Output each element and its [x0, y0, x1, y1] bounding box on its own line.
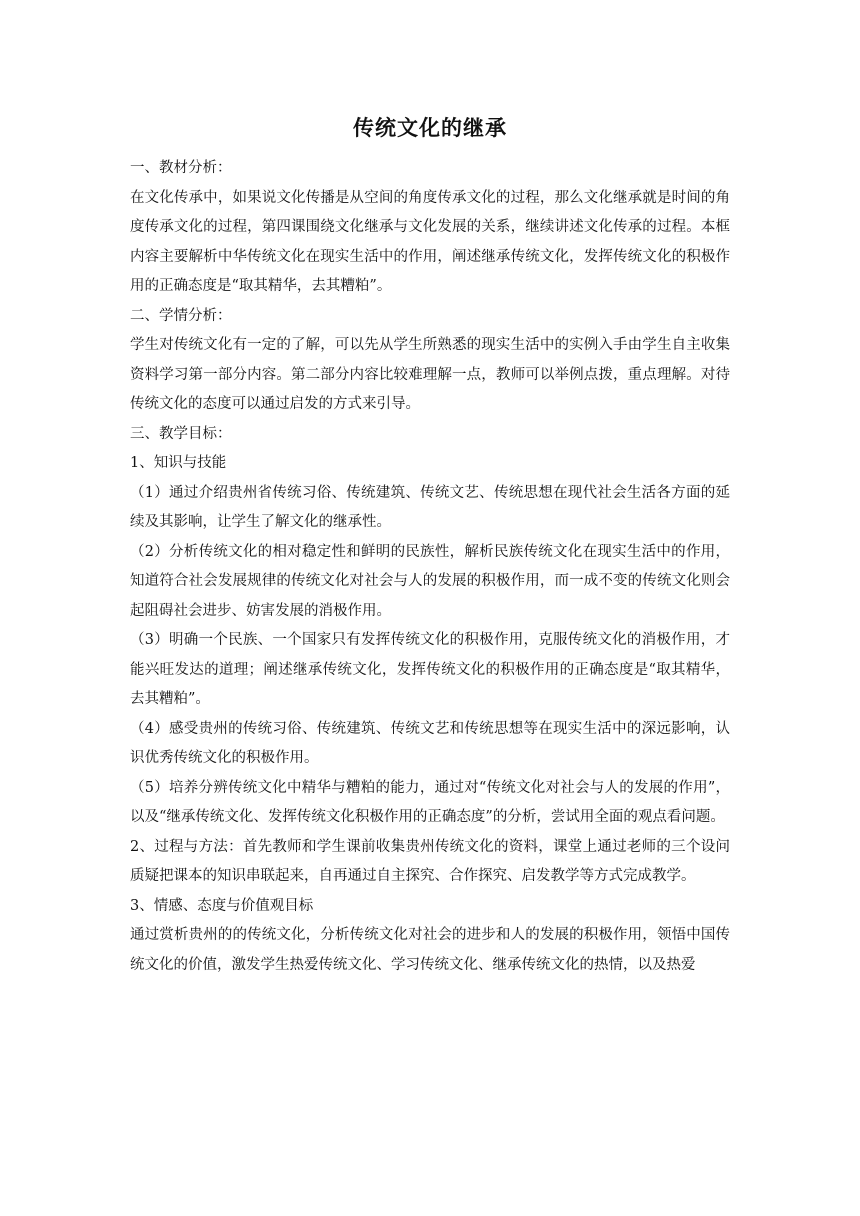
paragraph-textbook-analysis: 在文化传承中，如果说文化传播是从空间的角度传承文化的过程，那么文化继承就是时间的角度传承文化的过程，第四课围绕文化继承与文化发展的关系，继续讲述文化传承的过程。本框内容主要解析中华传统文化在现实生活中的作用，阐述继承传统文化，发挥传统文化的积极作用的正确态度是“取其精华，去其糟粕”。: [130, 189, 730, 294]
subheading-emotion-values: 3、情感、态度与价值观目标: [130, 897, 314, 914]
section-heading-teaching-goals: 三、教学目标：: [130, 425, 232, 442]
list-item-goal-5: （5）培养分辨传统文化中精华与糟粕的能力，通过对“传统文化对社会与人的发展的作用”，以及“继承传统文化、发挥传统文化积极作用的正确态度”的分析，尝试用全面的观点看问题。: [130, 779, 730, 825]
document-body: [130, 108, 730, 980]
section-heading-student-analysis: 二、学情分析：: [130, 307, 232, 324]
list-item-goal-2: （2）分析传统文化的相对稳定性和鲜明的民族性，解析民族传统文化在现实生活中的作用，知道符合社会发展规律的传统文化对社会与人的发展的积极作用，而一成不变的传统文化则会起阻碍社会进步、妨害发展的消极作用。: [130, 543, 730, 619]
subheading-knowledge-skills: 1、知识与技能: [130, 455, 227, 471]
list-item-goal-4: （4）感受贵州的传统习俗、传统建筑、传统文艺和传统思想等在现实生活中的深远影响，认识优秀传统文化的积极作用。: [130, 720, 730, 766]
paragraph-emotion-values: 通过赏析贵州的的传统文化，分析传统文化对社会的进步和人的发展的积极作用，领悟中国传统文化的价值，激发学生热爱传统文化、学习传统文化、继承传统文化的热情，以及热爱: [130, 927, 730, 973]
paragraph-process-methods: 2、过程与方法：首先教师和学生课前收集贵州传统文化的资料，课堂上通过老师的三个设问质疑把课本的知识串联起来，自再通过自主探究、合作探究、启发教学等方式完成教学。: [130, 838, 730, 884]
paragraph-student-analysis: 学生对传统文化有一定的了解，可以先从学生所熟悉的现实生活中的实例入手由学生自主收集资料学习第一部分内容。第二部分内容比较难理解一点，教师可以举例点拨，重点理解。对待传统文化的态度可以通过启发的方式来引导。: [130, 337, 730, 412]
section-heading-textbook-analysis: 一、教材分析：: [130, 160, 232, 176]
document-title: 传统文化的继承: [353, 116, 507, 140]
list-item-goal-3: （3）明确一个民族、一个国家只有发挥传统文化的积极作用，克服传统文化的消极作用，才能兴旺发达的道理；阐述继承传统文化，发挥传统文化的积极作用的正确态度是“取其精华，去其糟粕”。: [130, 632, 730, 707]
list-item-goal-1: （1）通过介绍贵州省传统习俗、传统建筑、传统文艺、传统思想在现代社会生活各方面的延续及其影响，让学生了解文化的继承性。: [130, 484, 730, 530]
